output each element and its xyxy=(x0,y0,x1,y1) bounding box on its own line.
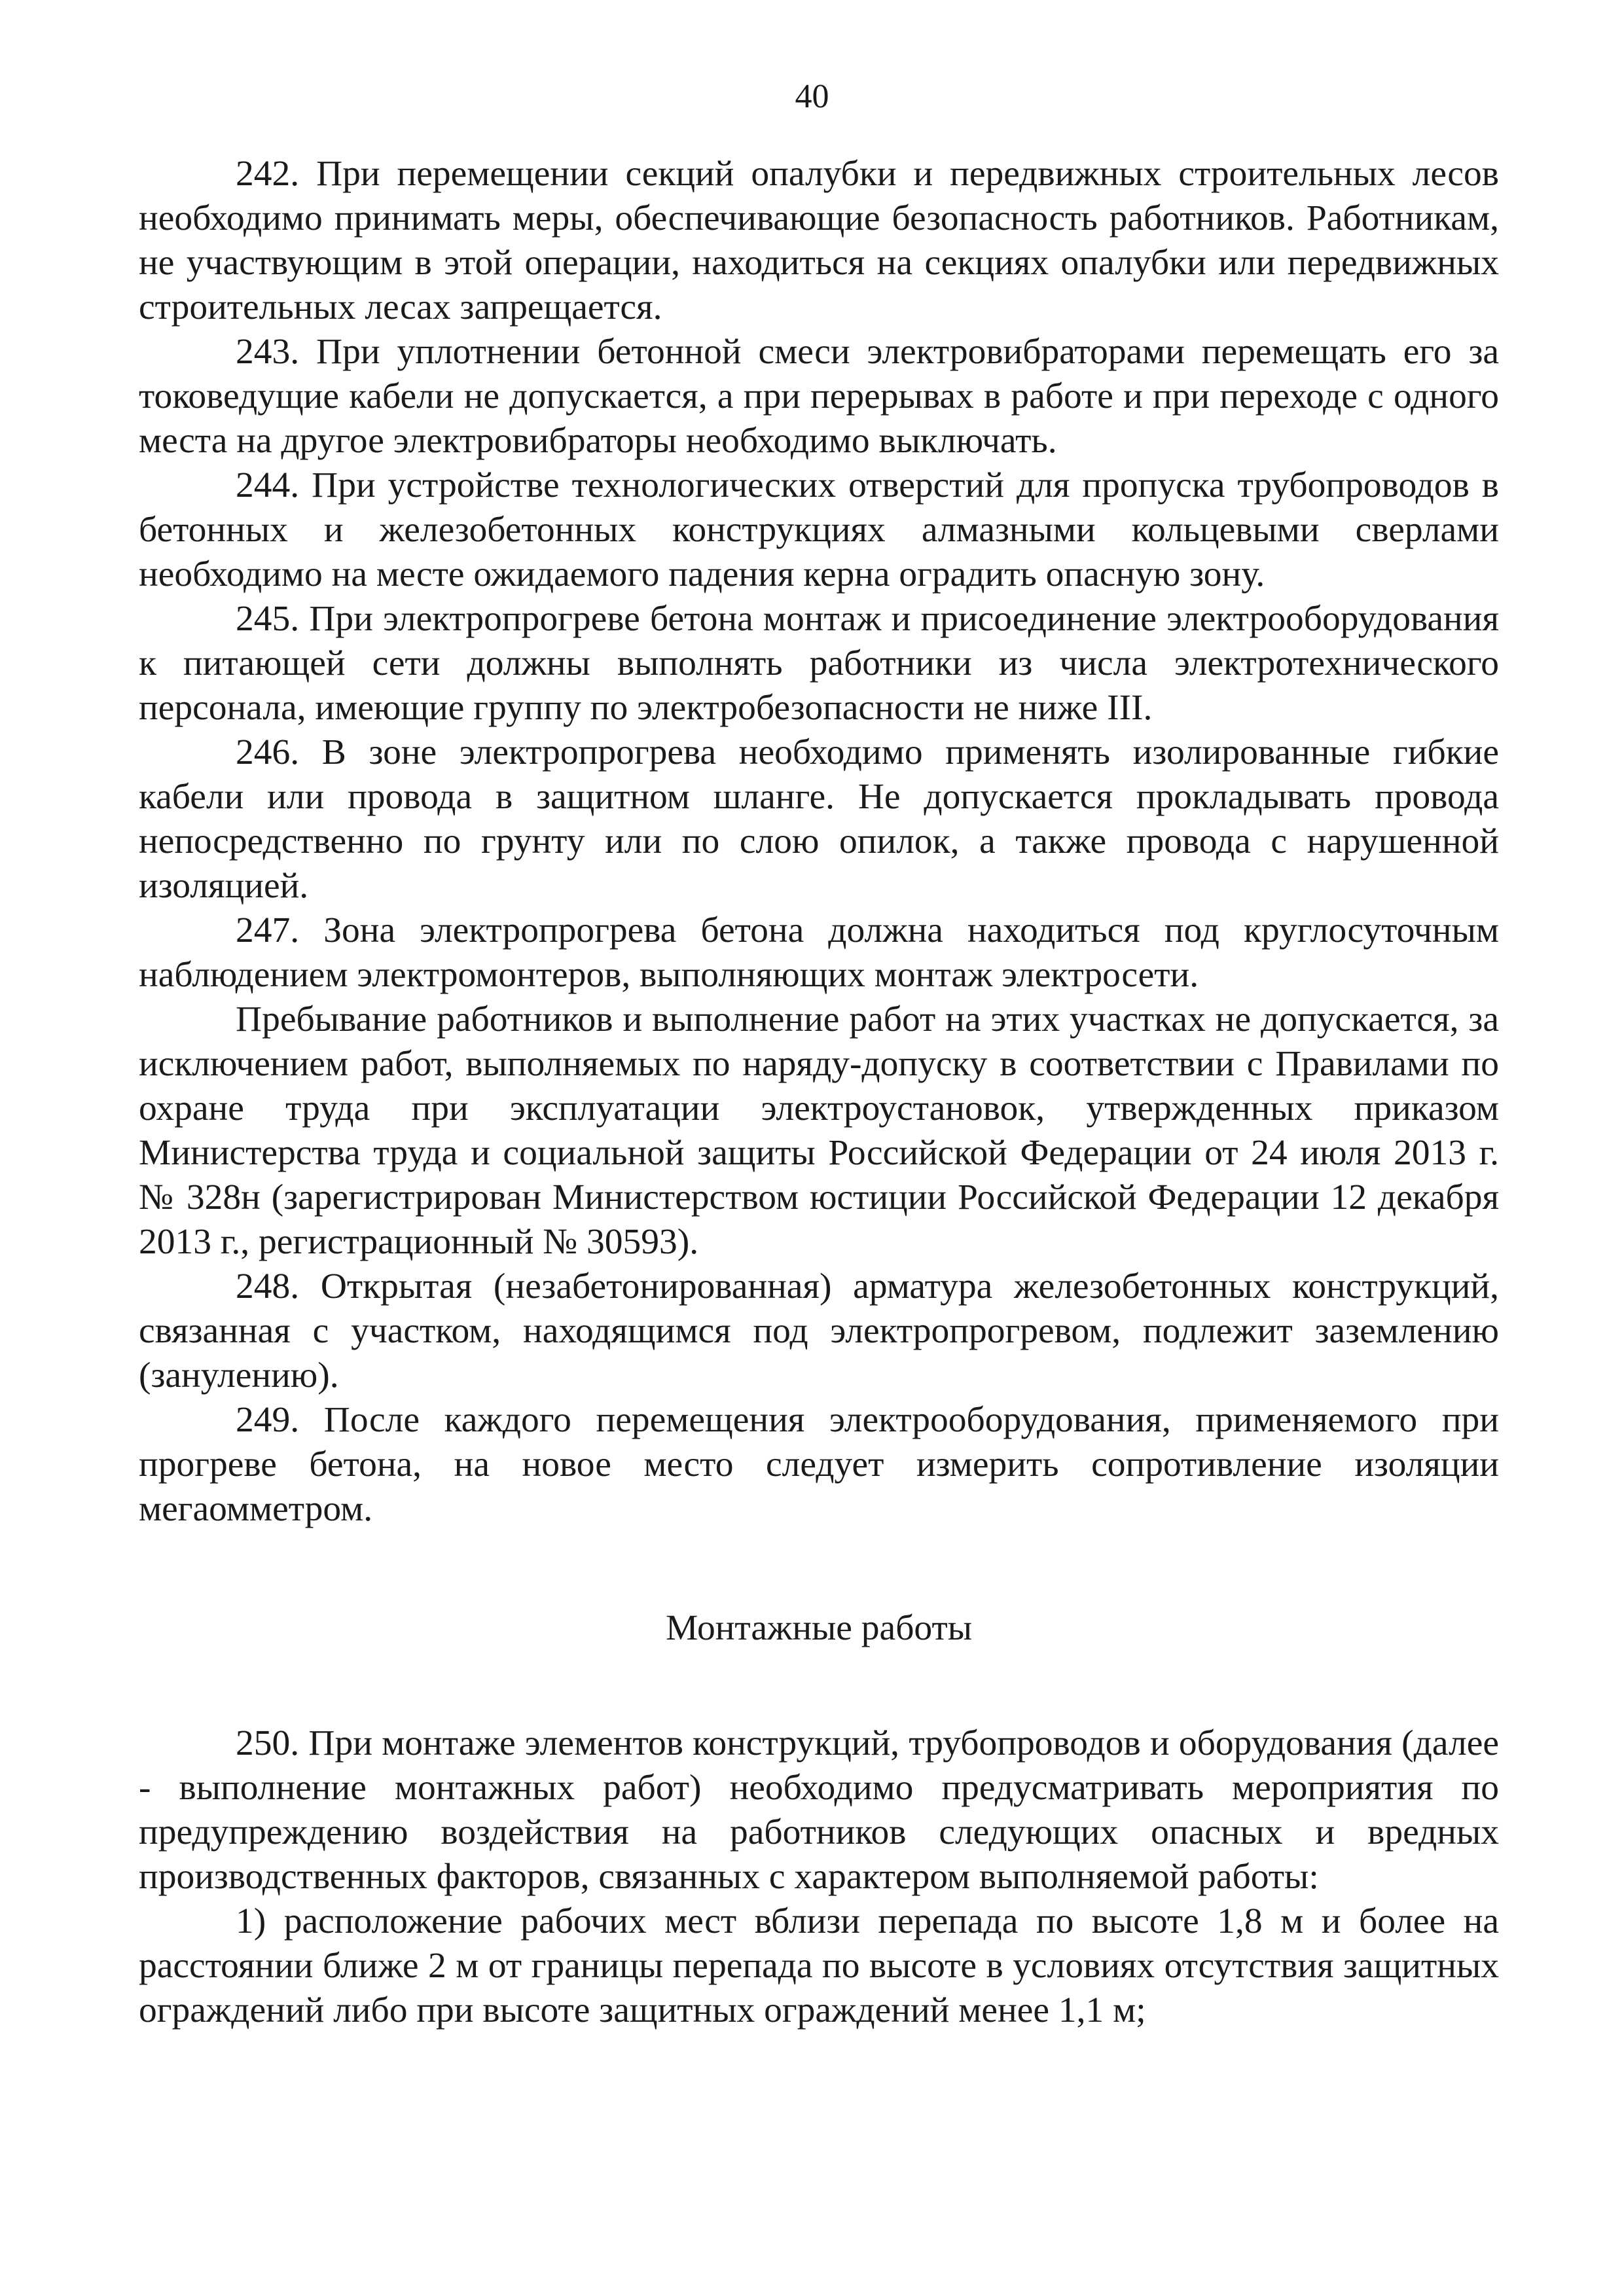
page-content xyxy=(139,152,1499,2033)
paragraph-244: 244. При устройстве технологических отверстий для пропуска трубопроводов в бетонных и железобетонных конструкциях алмазными кольцевыми сверлами необходимо на месте ожидаемого падения керна оградить опасную зону. xyxy=(139,465,1499,594)
paragraph-248: 248. Открытая (незабетонированная) арматура железобетонных конструкций, связанная с участком, находящимся под электропрогревом, подлежит заземлению (занулению). xyxy=(139,1266,1499,1395)
paragraph-247: 247. Зона электропрогрева бетона должна находиться под круглосуточным наблюдением электромонтеров, выполняющих монтаж электросети. xyxy=(139,910,1499,995)
page-number: 40 xyxy=(795,78,829,115)
paragraph-245: 245. При электропрогреве бетона монтаж и присоединение электрооборудования к питающей сети должны выполнять работники из числа электротехнического персонала, имеющие группу по электробезопасности не ниже III. xyxy=(139,599,1499,728)
section-heading: Монтажные работы xyxy=(665,1608,972,1648)
paragraph-247-continued: Пребывание работников и выполнение работ на этих участках не допускается, за исключением работ, выполняемых по наряду-допуску в соответствии с Правилами по охране труда при эксплуатации электроустановок, утвержденных приказом Министерства труда и социальной защиты Российской Федерации от 24 июля 2013 г. № 328н (зарегистрирован Министерством юстиции Российской Федерации 12 декабря 2013 г., регистрационный № 30593). xyxy=(139,999,1499,1262)
paragraph-243: 243. При уплотнении бетонной смеси электровибраторами перемещать его за токоведущие кабели не допускается, а при перерывах в работе и при переходе с одного места на другое электровибраторы необходимо выключать. xyxy=(139,332,1499,461)
paragraph-250-item-1: 1) расположение рабочих мест вблизи перепада по высоте 1,8 м и более на расстоянии ближе 2 м от границы перепада по высоте в условиях отсутствия защитных ограждений либо при высоте защитных ограждений менее 1,1 м; xyxy=(139,1901,1499,2030)
paragraph-249: 249. После каждого перемещения электрооборудования, применяемого при прогреве бетона, на новое место следует измерить сопротивление изоляции мегаомметром. xyxy=(139,1400,1499,1529)
paragraph-242: 242. При перемещении секций опалубки и передвижных строительных лесов необходимо принимать меры, обеспечивающие безопасность работников. Работникам, не участвующим в этой операции, находиться на секциях опалубки или передвижных строительных лесах запрещается. xyxy=(139,154,1499,327)
paragraph-250: 250. При монтаже элементов конструкций, трубопроводов и оборудования (далее - выполнение монтажных работ) необходимо предусматривать мероприятия по предупреждению воздействия на работников следующих опасных и вредных производственных факторов, связанных с характером выполняемой работы: xyxy=(139,1723,1499,1897)
paragraph-246: 246. В зоне электропрогрева необходимо применять изолированные гибкие кабели или провода в защитном шланге. Не допускается прокладывать провода непосредственно по грунту или по слою опилок, а также провода с нарушенной изоляцией. xyxy=(139,732,1499,906)
